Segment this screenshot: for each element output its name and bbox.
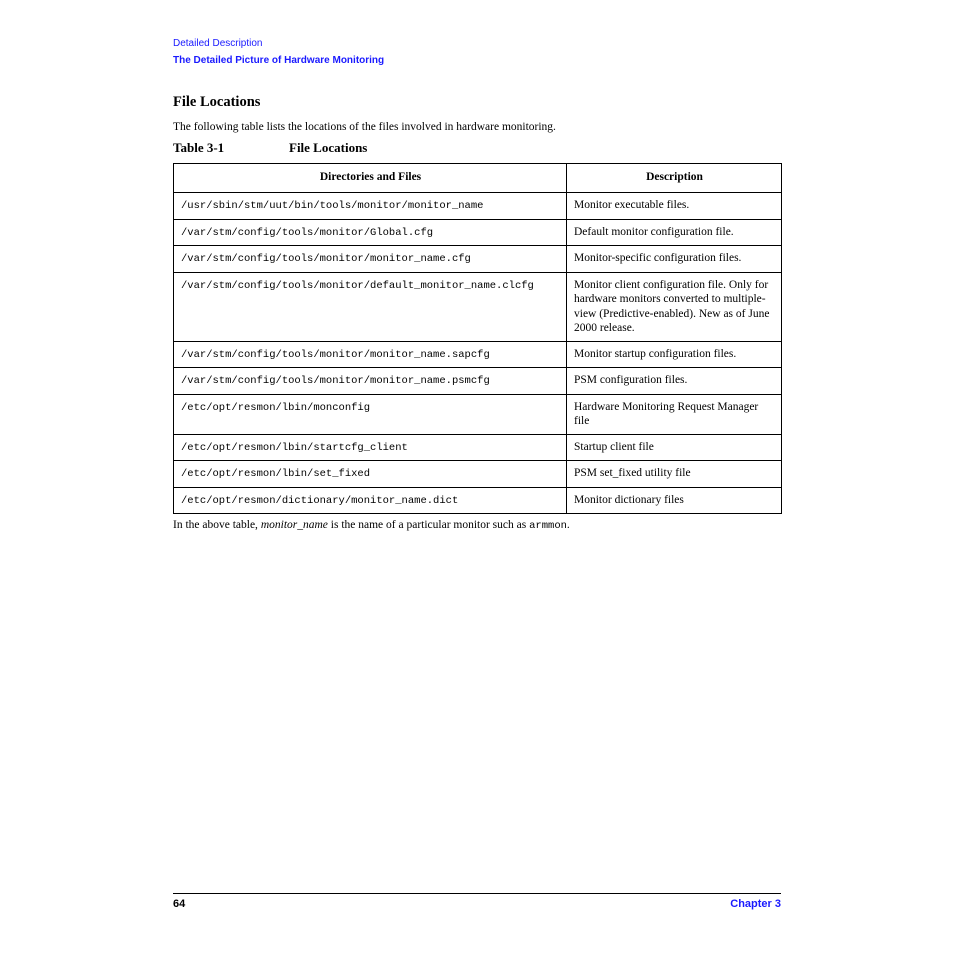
description-cell: Monitor executable files. xyxy=(567,193,782,220)
column-header-description: Description xyxy=(567,164,782,193)
page-number: 64 xyxy=(173,898,186,910)
note-text-before: In the above table, xyxy=(173,519,261,531)
note-example: armmon xyxy=(529,520,567,532)
table-row xyxy=(174,272,782,341)
table-row xyxy=(174,487,782,514)
description-cell: PSM set_fixed utility file xyxy=(567,461,782,488)
table-label: Table 3-1 xyxy=(173,140,225,155)
note-term: monitor_name xyxy=(260,519,328,531)
description-cell: Default monitor configuration file. xyxy=(567,219,782,246)
footer-divider xyxy=(173,893,781,894)
file-path-cell: /etc/opt/resmon/lbin/startcfg_client xyxy=(174,434,567,461)
file-path-cell: /var/stm/config/tools/monitor/Global.cfg xyxy=(174,219,567,246)
description-cell: Monitor dictionary files xyxy=(567,487,782,514)
file-path-cell: /etc/opt/resmon/lbin/monconfig xyxy=(174,394,567,434)
description-cell: Monitor-specific configuration files. xyxy=(567,246,782,273)
file-locations-table xyxy=(173,163,782,514)
chapter-link[interactable]: Chapter 3 xyxy=(730,898,781,910)
table-header-row xyxy=(174,164,782,193)
table-note xyxy=(173,518,570,533)
breadcrumb-section[interactable]: Detailed Description xyxy=(173,38,263,49)
table-row xyxy=(174,246,782,273)
description-cell: Monitor client configuration file. Only for hardware monitors converted to multiple-view (Predictive-enabled). New as of June 2000 release. xyxy=(567,272,782,341)
table-row xyxy=(174,434,782,461)
description-cell: PSM configuration files. xyxy=(567,368,782,395)
breadcrumb-subsection[interactable]: The Detailed Picture of Hardware Monitoring xyxy=(173,55,385,66)
description-cell: Monitor startup configuration files. xyxy=(567,341,782,368)
table-row xyxy=(174,193,782,220)
table-row xyxy=(174,341,782,368)
description-cell: Hardware Monitoring Request Manager file xyxy=(567,394,782,434)
table-row xyxy=(174,461,782,488)
table-row xyxy=(174,394,782,434)
table-caption xyxy=(173,140,368,156)
table-row xyxy=(174,368,782,395)
intro-paragraph: The following table lists the locations of the files involved in hardware monitoring. xyxy=(173,121,556,133)
section-title: File Locations xyxy=(173,94,261,110)
file-path-cell: /etc/opt/resmon/dictionary/monitor_name.dict xyxy=(174,487,567,514)
column-header-directories: Directories and Files xyxy=(174,164,567,193)
table-title: File Locations xyxy=(289,140,368,155)
file-path-cell: /var/stm/config/tools/monitor/monitor_name.sapcfg xyxy=(174,341,567,368)
note-text-after: . xyxy=(566,519,570,531)
file-path-cell: /var/stm/config/tools/monitor/monitor_name.psmcfg xyxy=(174,368,567,395)
table-row xyxy=(174,219,782,246)
file-path-cell: /var/stm/config/tools/monitor/monitor_name.cfg xyxy=(174,246,567,273)
note-text-middle: is the name of a particular monitor such as xyxy=(327,519,530,531)
description-cell: Startup client file xyxy=(567,434,782,461)
file-path-cell: /etc/opt/resmon/lbin/set_fixed xyxy=(174,461,567,488)
file-path-cell: /var/stm/config/tools/monitor/default_monitor_name.clcfg xyxy=(174,272,567,341)
file-path-cell: /usr/sbin/stm/uut/bin/tools/monitor/monitor_name xyxy=(174,193,567,220)
